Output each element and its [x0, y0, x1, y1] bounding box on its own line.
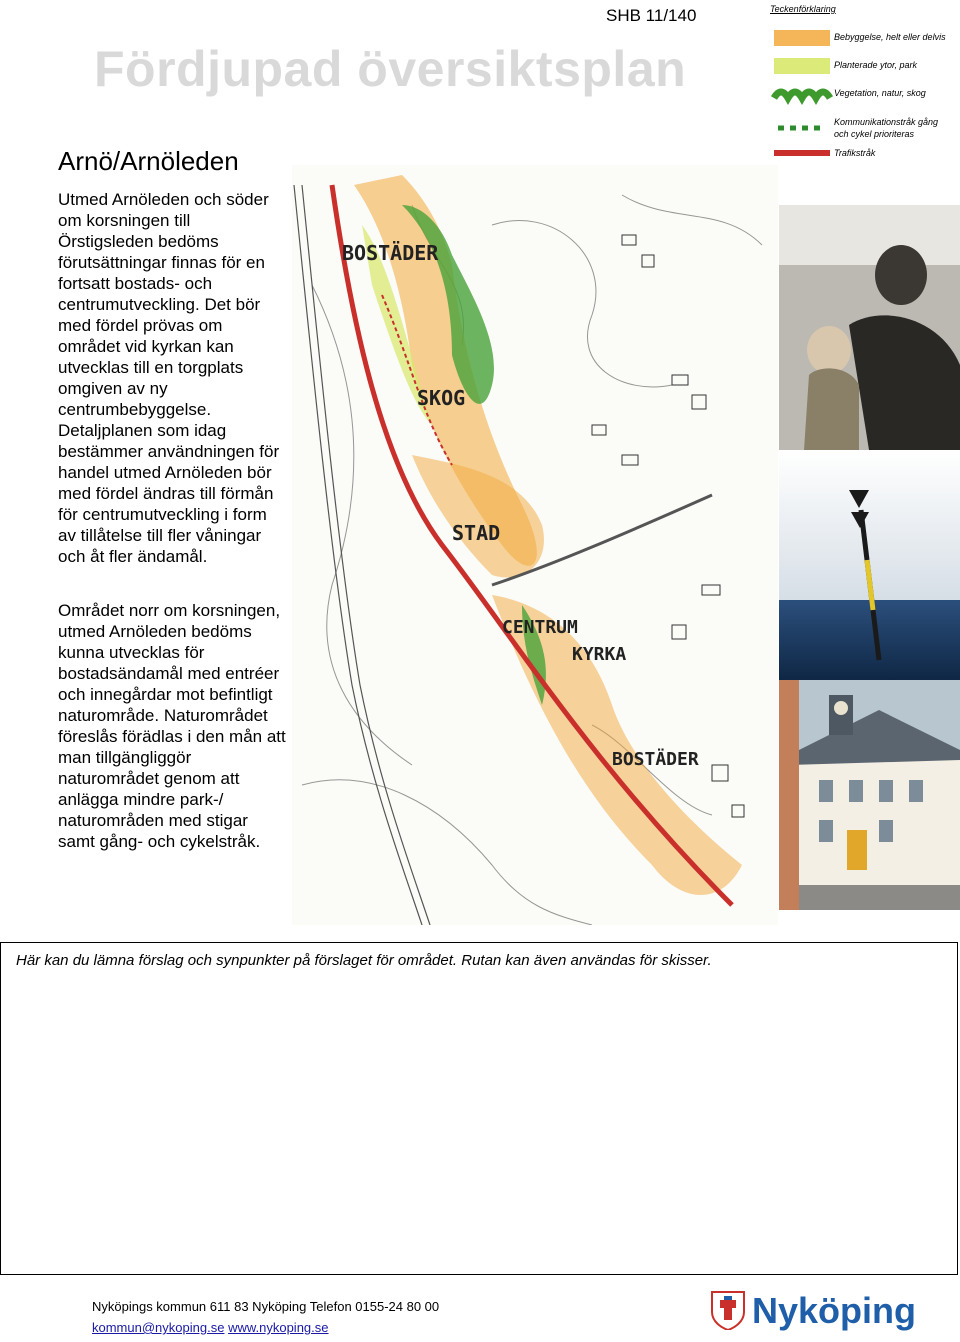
footer-website-link[interactable]: www.nykoping.se	[228, 1320, 329, 1335]
comment-prompt: Här kan du lämna förslag och synpunkter på förslaget för området. Rutan kan även användas för skisser.	[16, 952, 712, 969]
map-drawing	[292, 165, 778, 925]
legend-swatch-buildings	[774, 30, 830, 46]
map-label-bostader-south: BOSTÄDER	[612, 749, 699, 770]
map-label-stad: STAD	[452, 521, 501, 545]
map-label-bostader-north: BOSTÄDER	[342, 241, 439, 265]
map-legend	[764, 0, 960, 170]
photo-sea-buoy	[779, 450, 960, 680]
comment-box[interactable]	[0, 942, 958, 1275]
footer-email-link[interactable]: kommun@nykoping.se	[92, 1320, 225, 1335]
footer-links	[92, 1320, 329, 1335]
section-heading: Arnö/Arnöleden	[58, 146, 239, 176]
map-label-skog: SKOG	[417, 386, 466, 410]
legend-title: Teckenförklaring	[770, 4, 836, 14]
photo-father-and-child	[779, 205, 960, 450]
page-number: SHB 11/140	[606, 6, 697, 25]
legend-swatch-vegetation	[774, 92, 830, 98]
zone-buildings-center	[412, 455, 544, 578]
legend-item-traffic: Trafikstråk	[834, 148, 876, 158]
map-label-kyrka: KYRKA	[572, 644, 627, 665]
description-paragraph-1: Utmed Arnöleden och söder om korsningen till Örstigsleden bedöms förutsättningar finnas för en fortsatt bostads- och centrumutveckling. Det bör med fördel prövas om området vid kyrkan kan utvecklas till en torgplats omgiven av ny centrumbebyggelse. Detaljplanen som idag bestämmer användningen för handel utmed Arnöleden bör med fördel ändras till förmån för centrumutveckling i form av tillåtelse till fler våningar och åt fler ändamål.	[58, 190, 280, 566]
legend-item-park: Planterade ytor, park	[834, 60, 918, 70]
legend-item-buildings: Bebyggelse, helt eller delvis	[834, 32, 946, 42]
legend-swatch-park	[774, 58, 830, 74]
photo-town-hall	[779, 680, 960, 910]
coat-of-arms-icon	[710, 1290, 746, 1330]
legend-item-vegetation: Vegetation, natur, skog	[834, 88, 926, 98]
sketch-map	[292, 165, 778, 925]
footer-address: Nyköpings kommun 611 83 Nyköping Telefon 0155-24 80 00	[92, 1299, 440, 1314]
legend-swatch-traffic	[774, 150, 830, 156]
page-title: Fördjupad översiktsplan	[94, 41, 687, 97]
brand-name: Nyköping	[752, 1290, 917, 1331]
legend-item-pedestrian: Kommunikationstråk gång och cykel prioriteras	[834, 117, 939, 139]
legend-swatches	[764, 0, 960, 170]
map-label-centrum: CENTRUM	[502, 617, 578, 638]
description-paragraph-2: Området norr om korsningen, utmed Arnöleden bedöms kunna utvecklas för bostadsändamål med entréer och innegårdar mot befintligt naturområde. Naturområdet föreslås förädlas i den mån att man tillgängliggör naturområdet genom att anlägga mindre park-/ naturområden med stigar samt gång- och cykelstråk.	[58, 601, 286, 851]
